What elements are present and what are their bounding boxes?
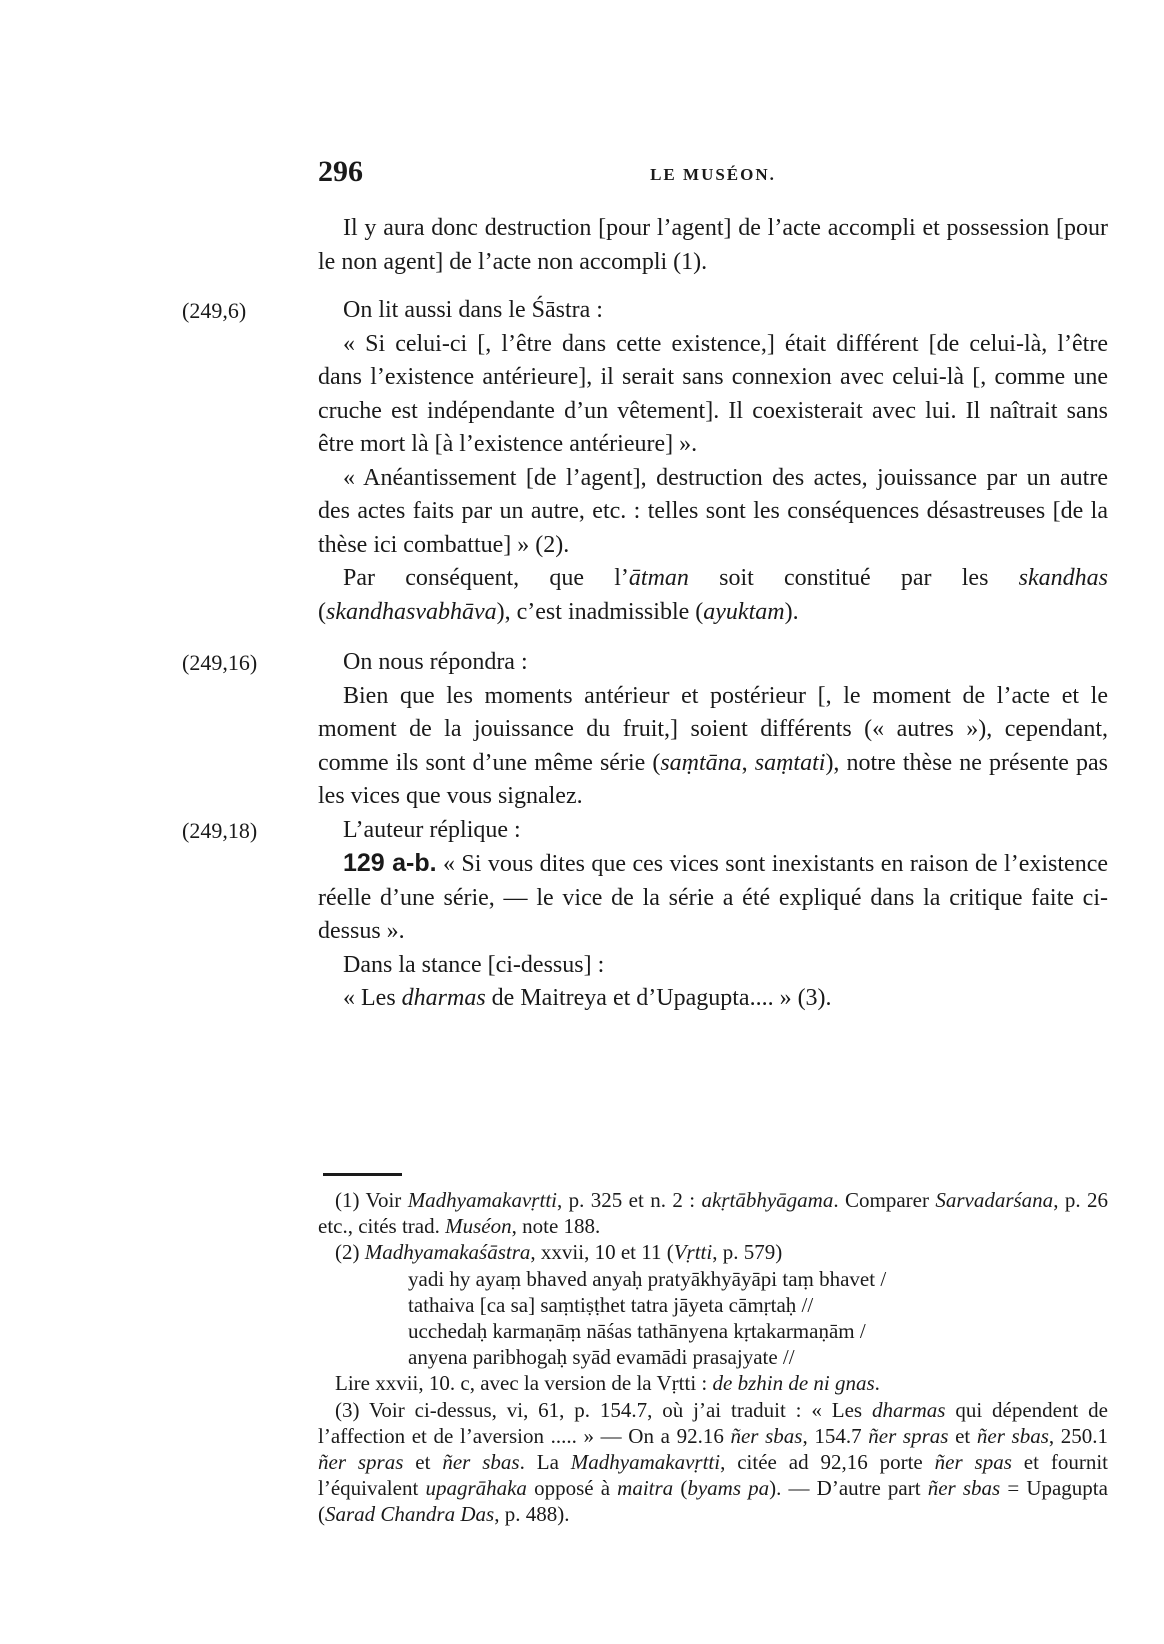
- verse-line-4: anyena paribhogaḥ syād evamādi prasajyate //: [408, 1345, 795, 1370]
- page-header: [318, 155, 1108, 195]
- verse-line-2: tathaiva [ca sa] saṃtiṣṭhet tatra jāyeta cāmṛtaḥ //: [408, 1292, 814, 1317]
- quote-paragraph-2: « Anéantissement [de l’agent], destruction des actes, jouissance par un autre des actes faits par un autre, etc. : telles sont les conséquences désastreuses [de la thèse ici combattue] » (2).: [318, 464, 1108, 558]
- term-dharmas: dharmas: [401, 985, 486, 1011]
- verse-line-1: yadi hy ayaṃ bhaved anyaḥ pratyākhyāyāpi taṃ bhavet /: [408, 1266, 887, 1291]
- running-title: LE MUSÉON.: [650, 165, 776, 184]
- stanza-129: 129 a-b. « Si vous dites que ces vices sont inexistants en raison de l’existence réelle d’une série, — le vice de la série a été expliqué dans la critique faite ci-dessus ».: [318, 849, 1109, 944]
- term-samtati: saṃtati: [754, 749, 826, 776]
- stanza-reference: Dans la stance [ci-dessus] :: [343, 951, 605, 978]
- stanza-quote: « Les dharmas de Maitreya et d’Upagupta.... » (3).: [343, 985, 832, 1011]
- reply-intro: L’auteur réplique :: [343, 816, 521, 843]
- quote-paragraph-1: « Si celui-ci [, l’être dans cette existence,] était différent [de celui-là, l’être dans l’existence antérieure], il serait sans connexion avec celui-là [, comme une cruche est indépendante d’un vêtement]. Il coexisterait avec lui. Il naîtrait sans être mort là [à l’existence antérieure] ».: [318, 330, 1108, 457]
- term-ayuktam: ayuktam: [703, 598, 785, 625]
- stanza-number: 129 a-b.: [343, 849, 437, 877]
- margin-ref-249-6: (249,6): [182, 298, 247, 323]
- margin-ref-249-16: (249,16): [182, 650, 258, 675]
- paragraph-1: Il y aura donc destruction [pour l’agent] de l’acte accompli et possession [pour le non agent] de l’acte non accompli (1).: [318, 215, 1108, 275]
- footnotes: [318, 1187, 1108, 1528]
- verse-line-3: ucchedaḥ karmaṇāṃ nāśas tathānyena kṛtakarmaṇām /: [408, 1319, 866, 1344]
- section-249-16: [182, 646, 1109, 814]
- objection-intro: On nous répondra :: [343, 649, 528, 675]
- section-249-6: [182, 294, 1108, 629]
- footnote-2: (2) Madhyamakaśāstra, xxvii, 10 et 11 (Vṛtti, p. 579): [335, 1240, 783, 1265]
- conclusion-paragraph: Par conséquent, que l’ātman soit constitué par les skandhas (skandhasvabhāva), c’est inadmissible (ayuktam).: [318, 565, 1108, 625]
- section-249-18: [182, 814, 1108, 848]
- main-text: [182, 212, 1109, 1016]
- term-samtana: saṃtāna: [660, 749, 742, 776]
- term-atman: ātman: [628, 565, 689, 591]
- objection-paragraph: Bien que les moments antérieur et postérieur [, le moment de l’acte et le moment de la jouissance du fruit,] soient différents (« autres »), cependant, comme ils sont d’une même série (saṃtāna, saṃtati), notre thèse ne présente pas les vices que vous signalez.: [318, 682, 1109, 809]
- term-skandhas: skandhas: [1018, 565, 1108, 591]
- term-skandhasvabhava: skandhasvabhāva: [326, 598, 497, 625]
- margin-ref-249-18: (249,18): [182, 817, 258, 843]
- page-number: 296: [318, 155, 363, 188]
- footnote-2-correction: Lire xxvii, 10. c, avec la version de la Vṛtti : de bzhin de ni gnas.: [335, 1371, 880, 1396]
- footnote-3: (3) Voir ci-dessus, vi, 61, p. 154.7, où j’ai traduit : « Les dharmas qui dépendent de l’affection et de l’aversion ..... » — On a 92.16 ñer sbas, 154.7 ñer spras et ñer sbas, 250.1 ñer spras et ñer sbas. La Madhyamakavṛtti, citée ad 92,16 porte ñer spas et fournit l’équivalent upagrāhaka opposé à maitra (byams pa). — D’autre part ñer sbas = Upagupta (Sarad Chandra Das, p. 488).: [318, 1397, 1109, 1527]
- footnote-1: (1) Voir Madhyamakavṛtti, p. 325 et n. 2 : akṛtābhyāgama. Comparer Sarvadarśana, p. 26 etc., cités trad. Muséon, note 188.: [318, 1188, 1108, 1239]
- footnote-divider: [323, 1173, 402, 1176]
- paragraph-2: On lit aussi dans le Śāstra :: [343, 297, 603, 323]
